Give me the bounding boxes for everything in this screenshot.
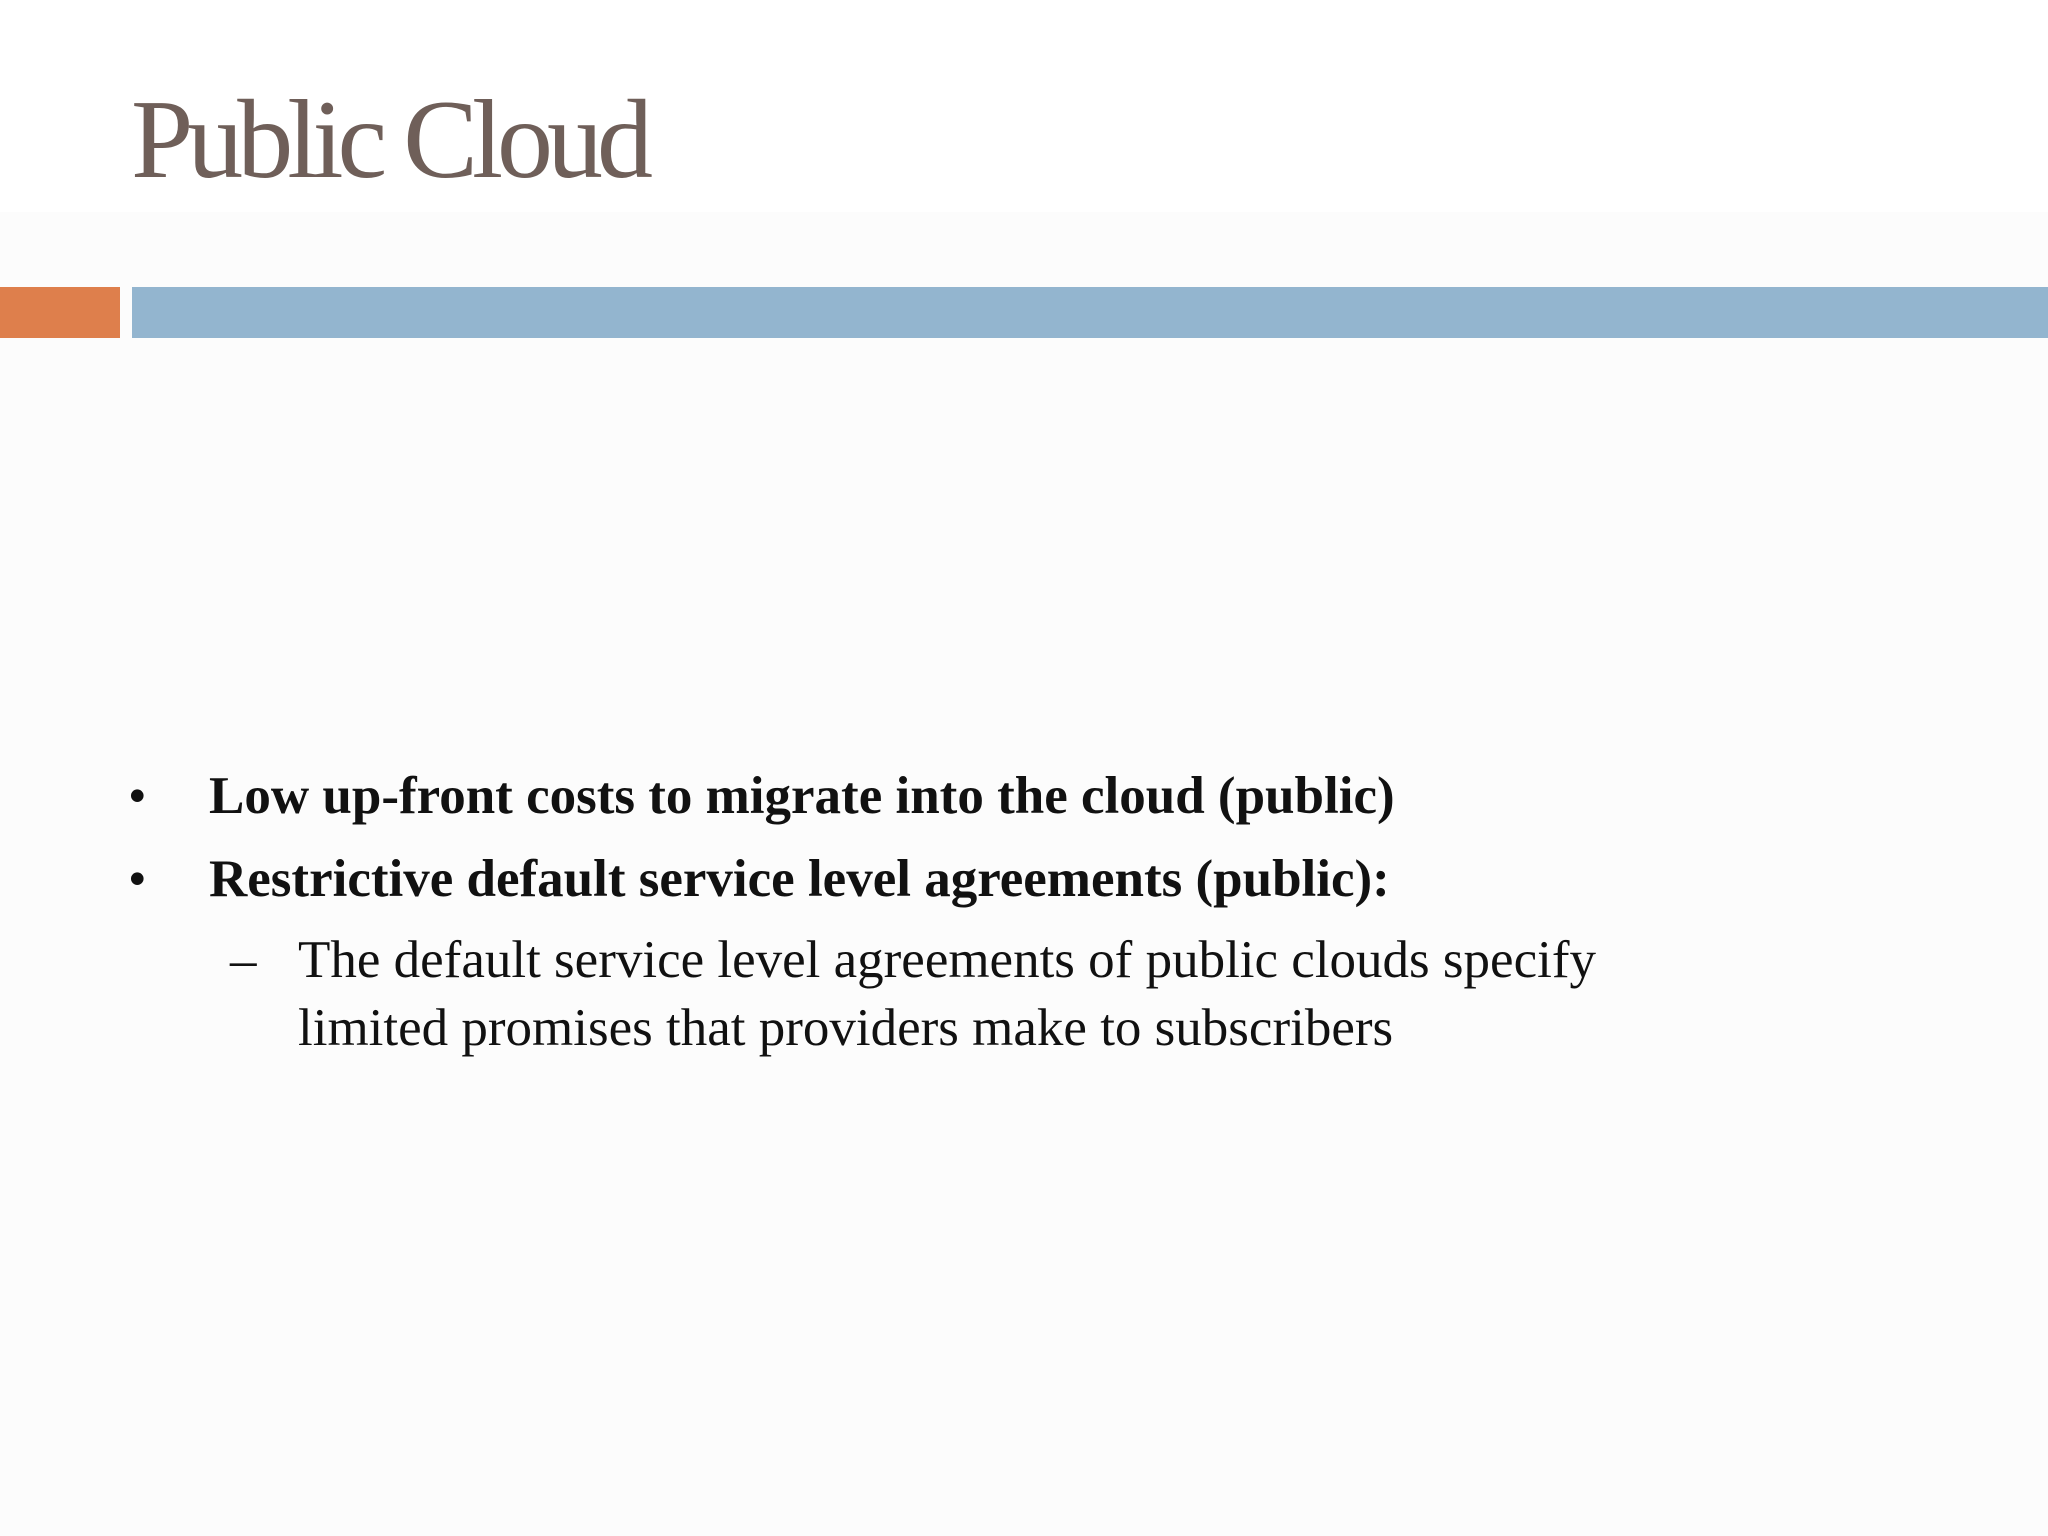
accent-bar-orange <box>0 287 120 338</box>
title-area <box>0 0 2048 212</box>
bullet-text: Low up-front costs to migrate into the cloud (public) <box>209 767 1395 825</box>
bullet-item <box>0 760 2048 843</box>
bullet-item <box>0 843 2048 926</box>
slide-title: Public Cloud <box>131 78 648 202</box>
sub-bullet-item <box>0 926 2048 1066</box>
bullet-text: Restrictive default service level agreements (public): <box>209 850 1390 908</box>
bullet-marker: • <box>128 767 147 825</box>
accent-bar-blue <box>132 287 2048 338</box>
slide-content <box>0 760 2048 1066</box>
bullet-marker: • <box>128 850 147 908</box>
sub-bullet-text: The default service level agreements of public clouds specify limited promises that providers make to subscribers <box>298 931 1596 1057</box>
sub-bullet-marker: – <box>230 931 257 989</box>
